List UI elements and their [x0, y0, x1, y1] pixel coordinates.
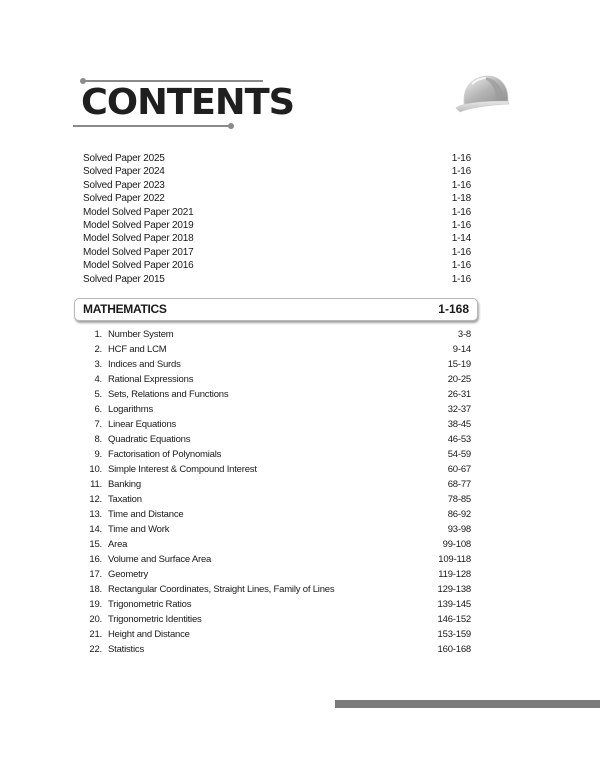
paper-title: Model Solved Paper 2018: [83, 233, 194, 245]
list-item: [83, 582, 471, 597]
chapter-title: Indices and Surds: [108, 359, 181, 370]
chapter-number: 4.: [94, 374, 102, 385]
chapter-title: Banking: [108, 479, 141, 490]
list-item: [83, 567, 471, 582]
list-item: [83, 206, 471, 219]
chapter-title: Geometry: [108, 569, 149, 580]
page-range: 109-118: [438, 554, 471, 565]
section-page-range: 1-168: [438, 302, 469, 316]
chapter-number: 2.: [94, 344, 102, 355]
chapter-title: Taxation: [108, 494, 142, 505]
list-item: [83, 492, 471, 507]
list-item: [83, 462, 471, 477]
page-range: 139-145: [437, 599, 471, 610]
chapter-number: 7.: [94, 419, 102, 430]
list-item: [83, 219, 471, 232]
chapter-list: [83, 327, 471, 657]
paper-title: Solved Paper 2022: [83, 193, 165, 205]
page-range: 99-108: [442, 539, 471, 550]
page-range: 15-19: [447, 359, 471, 370]
list-item: [83, 372, 471, 387]
chapter-number: 8.: [94, 434, 102, 445]
page-range: 1-18: [451, 193, 471, 205]
page-range: 86-92: [447, 509, 471, 520]
list-item: [83, 432, 471, 447]
list-item: [83, 357, 471, 372]
chapter-title: Quadratic Equations: [108, 434, 191, 445]
footer-decorative-bar: [335, 700, 600, 708]
rule-dot: [228, 123, 234, 129]
page-range: 20-25: [447, 374, 471, 385]
page-range: 46-53: [447, 434, 471, 445]
chapter-title: Statistics: [108, 644, 145, 655]
page-range: 1-16: [451, 153, 471, 164]
list-item: [83, 612, 471, 627]
chapter-number: 5.: [94, 389, 102, 400]
list-item: [83, 477, 471, 492]
page-range: 93-98: [447, 524, 471, 535]
chapter-title: Number System: [108, 329, 174, 340]
chapter-title: Time and Distance: [108, 509, 184, 520]
list-item: [83, 597, 471, 612]
chapter-number: 18.: [89, 584, 102, 595]
chapter-number: 20.: [89, 614, 102, 625]
paper-title: Model Solved Paper 2017: [83, 246, 194, 258]
page-range: 129-138: [437, 584, 471, 595]
page-range: 78-85: [447, 494, 471, 505]
page-range: 1-16: [451, 179, 471, 191]
chapter-number: 15.: [89, 539, 102, 550]
page-range: 160-168: [437, 644, 471, 655]
page-range: 60-67: [447, 464, 471, 475]
page-range: 146-152: [437, 614, 471, 625]
list-item: [83, 642, 471, 657]
page-range: 1-16: [451, 206, 471, 218]
hard-hat-icon: [452, 70, 512, 116]
page-range: 68-77: [447, 479, 471, 490]
chapter-title: Time and Work: [108, 524, 170, 535]
chapter-number: 3.: [94, 359, 102, 370]
list-item: [83, 246, 471, 259]
page-range: 1-14: [451, 233, 471, 245]
page-range: 3-8: [457, 329, 471, 340]
list-item: [83, 179, 471, 192]
chapter-number: 6.: [94, 404, 102, 415]
list-item: [83, 232, 471, 245]
list-item: [83, 273, 471, 286]
chapter-title: Factorisation of Polynomials: [108, 449, 222, 460]
paper-title: Model Solved Paper 2016: [83, 260, 194, 272]
chapter-number: 22.: [89, 644, 102, 655]
chapter-title: Logarithms: [108, 404, 153, 415]
chapter-title: Area: [108, 539, 128, 550]
chapter-title: Linear Equations: [108, 419, 177, 430]
list-item: [83, 537, 471, 552]
chapter-number: 12.: [89, 494, 102, 505]
paper-title: Model Solved Paper 2019: [83, 219, 194, 231]
chapter-title: Trigonometric Ratios: [108, 599, 192, 610]
page-range: 26-31: [447, 389, 471, 400]
chapter-title: Simple Interest & Compound Interest: [108, 464, 257, 475]
list-item: [83, 627, 471, 642]
chapter-number: 16.: [89, 554, 102, 565]
page-range: 119-128: [438, 569, 471, 580]
paper-title: Solved Paper 2025: [83, 153, 165, 164]
list-item: [83, 417, 471, 432]
list-item: [83, 402, 471, 417]
list-item: [83, 342, 471, 357]
section-title: MATHEMATICS: [83, 302, 167, 316]
chapter-number: 10.: [89, 464, 102, 475]
chapter-title: Rational Expressions: [108, 374, 194, 385]
section-header-mathematics: [74, 298, 478, 321]
page-range: 54-59: [447, 449, 471, 460]
list-item: [83, 507, 471, 522]
list-item: [83, 259, 471, 272]
page-range: 9-14: [452, 344, 471, 355]
chapter-title: HCF and LCM: [108, 344, 167, 355]
list-item: [83, 165, 471, 178]
list-item: [83, 522, 471, 537]
page-range: 1-16: [451, 246, 471, 258]
list-item: [83, 152, 471, 165]
chapter-title: Rectangular Coordinates, Straight Lines, Family of Lines: [108, 584, 335, 595]
list-item: [83, 447, 471, 462]
chapter-title: Height and Distance: [108, 629, 190, 640]
page-range: 1-16: [451, 260, 471, 272]
chapter-number: 19.: [89, 599, 102, 610]
chapter-number: 13.: [89, 509, 102, 520]
page-title: CONTENTS: [81, 82, 295, 123]
paper-title: Model Solved Paper 2021: [83, 206, 194, 218]
solved-papers-list: [83, 152, 471, 286]
paper-title: Solved Paper 2024: [83, 166, 165, 178]
chapter-title: Sets, Relations and Functions: [108, 389, 229, 400]
chapter-title: Trigonometric Identities: [108, 614, 202, 625]
page-range: 1-16: [451, 219, 471, 231]
chapter-number: 9.: [94, 449, 102, 460]
page-range: 153-159: [437, 629, 471, 640]
title-bottom-rule: [73, 125, 231, 127]
contents-title-block: [73, 78, 295, 130]
page-range: 1-16: [451, 166, 471, 178]
chapter-number: 21.: [89, 629, 102, 640]
list-item: [83, 387, 471, 402]
page-range: 32-37: [447, 404, 471, 415]
page-range: 38-45: [447, 419, 471, 430]
chapter-number: 11.: [90, 479, 102, 490]
list-item: [83, 192, 471, 205]
list-item: [83, 552, 471, 567]
paper-title: Solved Paper 2023: [83, 179, 165, 191]
paper-title: Solved Paper 2015: [83, 273, 165, 285]
chapter-title: Volume and Surface Area: [108, 554, 212, 565]
page-range: 1-16: [451, 273, 471, 285]
chapter-number: 1.: [94, 329, 102, 340]
chapter-number: 17.: [89, 569, 102, 580]
list-item: [83, 327, 471, 342]
chapter-number: 14.: [89, 524, 102, 535]
